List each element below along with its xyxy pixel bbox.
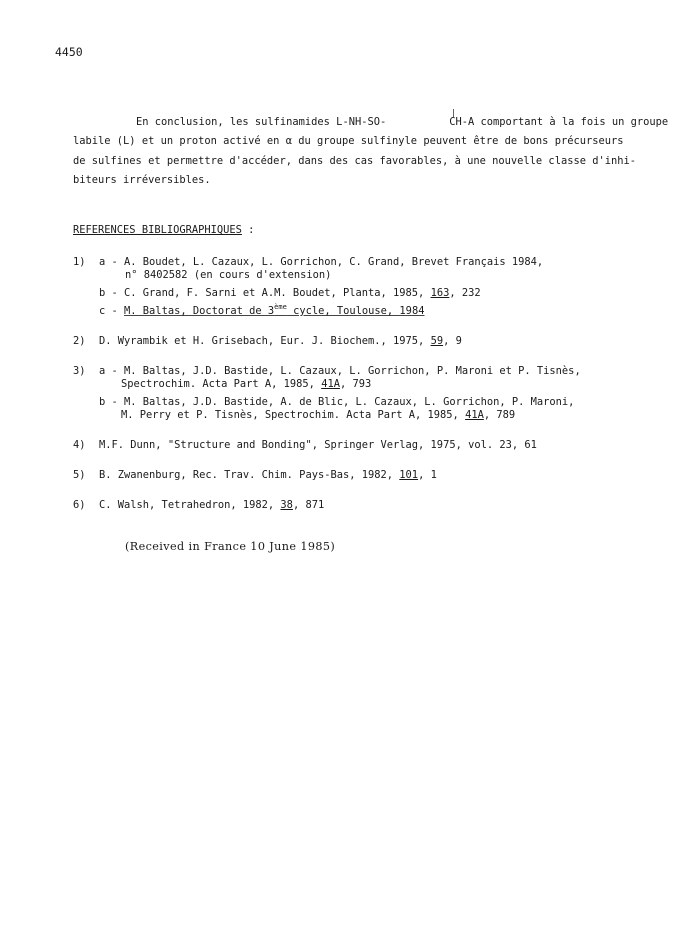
reference-3b-line-2: M. Perry et P. Tisnès, Spectrochim. Acta Part A, 1985, 41A, 789 <box>121 409 516 421</box>
received-date: (Received in France 10 June 1985) <box>125 540 336 553</box>
reference-3a: a - M. Baltas, J.D. Bastide, L. Cazaux, L. Gorrichon, P. Maroni et P. Tisnès, <box>99 365 581 377</box>
references-heading: REFERENCES BIBLIOGRAPHIQUES : <box>73 224 255 236</box>
reference-1a-line-2: n° 8402582 (en cours d'extension) <box>125 269 332 281</box>
reference-3a-line-2: Spectrochim. Acta Part A, 1985, 41A, 793 <box>121 378 372 390</box>
conclusion-line-1: En conclusion, les sulfinamides L-NH-SO- | CH-A comportant à la fois un groupe <box>73 113 618 132</box>
conclusion-line-3: de sulfines et permettre d'accéder, dans des cas favorables, à une nouvelle classe d'inhi- <box>73 154 637 167</box>
reference-1c: c - M. Baltas, Doctorat de 3ème cycle, Toulouse, 1984 <box>99 303 425 317</box>
reference-3b: b - M. Baltas, J.D. Bastide, A. de Blic, L. Cazaux, L. Gorrichon, P. Maroni, <box>99 396 575 408</box>
conclusion-line-4: biteurs irréversibles. <box>73 173 211 186</box>
ch-bond-mark: | <box>451 108 457 117</box>
reference-1b: b - C. Grand, F. Sarni et A.M. Boudet, Planta, 1985, 163, 232 <box>99 287 481 299</box>
page-number: 4450 <box>55 45 83 59</box>
journal-page: 4450 En conclusion, les sulfinamides L-NH-SO- | CH-A comportant à la fois un groupe labile (L) et un proton activé en α du groupe sulfinyle peuvent être de bons précurseurs de sulfines et permettre d'accéder, dans des cas favorables, à une nouvelle classe d'inhi- biteurs irréversibles. REFERENCES BIBLIOGRAPHIQUES : 1) a - A. Boudet, L. Cazaux, L. Gorrichon, C. Grand, Brevet Français 1984, n° 8402582 (en cours d'extension) b - C. Grand, F. Sarni et A.M. Boudet, Planta, 1985, 163, 232 c - M. Baltas, Doctorat de 3ème cycle, Toulouse, 1984 2) D. Wyrambik et H. Grisebach, Eur. J. Biochem., 1975, 59, 9 3) a - M. Baltas, J.D. Bastide, L. Cazaux, L. Gorrichon, P. Maroni et P. Tisnès, Spectrochim. Acta Part A, 1985, 41A, 793 b - M. Baltas, J.D. Bastide, A. de Blic, L. Cazaux, L. Gorrichon, P. Maroni, M. Perry et P. Tisnès, Spectrochim. Acta Part A, 1985, 41A, 789 4) M.F. Dunn, "Structure and Bonding", Springer Verlag, 1975, vol. 23, 61 5) B. Zwanenburg, Rec. Trav. Chim. Pays-Bas, 1982, 101, 1 6) C. Walsh, Tetrahedron, 1982, 38, 871 (Received in France 10 June 1985) <box>55 45 669 553</box>
reference-1a: a - A. Boudet, L. Cazaux, L. Gorrichon, C. Grand, Brevet Français 1984, <box>99 256 544 268</box>
conclusion-paragraph <box>73 108 669 190</box>
conclusion-line-2: labile (L) et un proton activé en α du groupe sulfinyle peuvent être de bons précurseurs <box>73 135 624 148</box>
